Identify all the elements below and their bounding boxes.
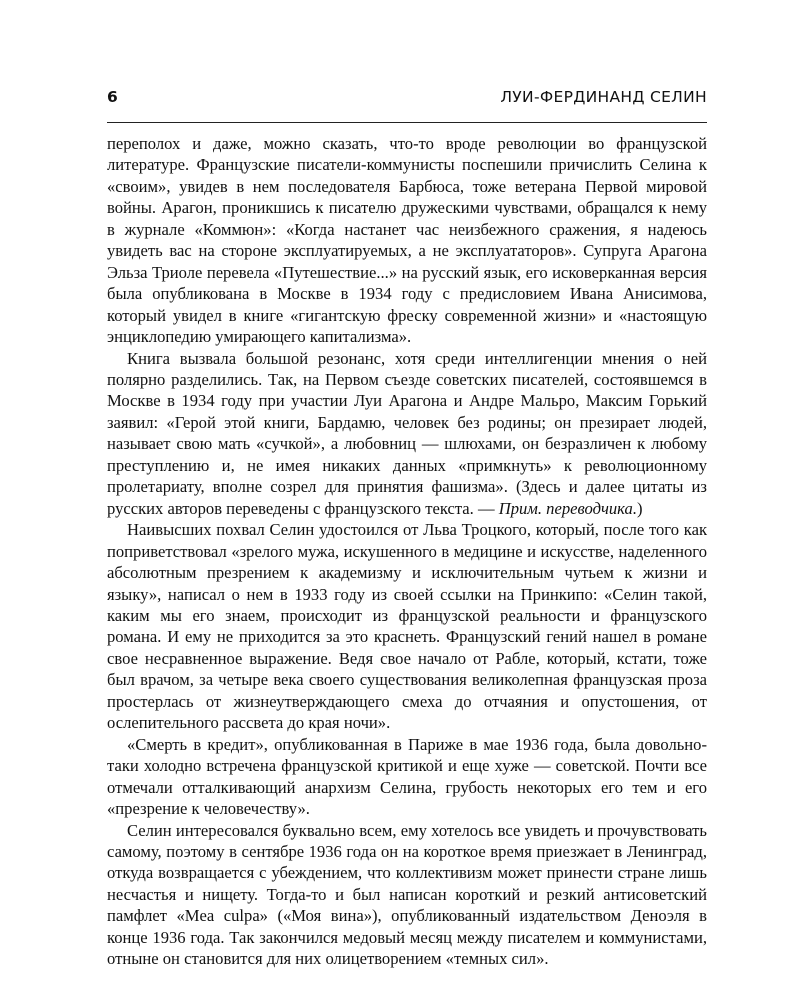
body-text xyxy=(107,133,707,970)
book-page xyxy=(107,88,707,970)
running-title: ЛУИ-ФЕРДИНАНД СЕЛИН xyxy=(500,88,707,106)
paragraph-2 xyxy=(107,348,707,520)
paragraph-2-closing: ) xyxy=(636,498,643,518)
page-number: 6 xyxy=(107,88,119,106)
translator-note: Прим. переводчика. xyxy=(498,498,637,518)
running-header xyxy=(107,88,707,123)
paragraph-3: Наивысших похвал Селин удостоился от Льва Троцкого, который, после того как поприветствовал «зрелого мужа, искушенного в медицине и искусстве, наделенного абсолютным презрением к академизму и исключительным чутьем к жизни и языку», написал о нем в 1933 году из своей ссылки на Принкипо: «Селин такой, каким мы его знаем, происходит из французской реальности и французского романа. И ему не приходится за это краснеть. Французский гений нашел в романе свое несравненное выражение. Ведя свое начало от Рабле, который, кстати, тоже был врачом, за четыре века своего существования великолепная французская проза простерлась от жизнеутверждающего смеха до отчаяния и опустошения, от ослепительного рассвета до края ночи». xyxy=(107,520,707,733)
paragraph-1: переполох и даже, можно сказать, что-то вроде революции во французской литературе. Французские писатели-коммунисты поспешили причислить Селина к «своим», увидев в нем последователя Барбюса, тоже ветерана Первой мировой войны. Арагон, проникшись к писателю дружескими чувствами, обращался к нему в журнале «Коммюн»: «Когда настанет час неизбежного сражения, я надеюсь увидеть вас на стороне эксплуатируемых, а не эксплуататоров». Супруга Арагона Эльза Триоле перевела «Путешествие...» на русский язык, его исковерканная версия была опубликована в Москве в 1934 году с предисловием Ивана Анисимова, который увидел в книге «гигантскую фреску современной жизни» и «настоящую энциклопедию умирающего капитализма». xyxy=(107,134,707,347)
paragraph-4: «Смерть в кредит», опубликованная в Париже в мае 1936 года, была довольно-таки холодно встречена французской критикой и еще хуже — советской. Почти все отмечали отталкивающий анархизм Селина, грубость некоторых его тем и его «презрение к человечеству». xyxy=(107,734,707,819)
paragraph-2-text: Книга вызвала большой резонанс, хотя среди интеллигенции мнения о ней полярно разделились. Так, на Первом съезде советских писателей, состоявшемся в Москве в 1934 году при участии Луи Арагона и Андре Мальро, Максим Горький заявил: «Герой этой книги, Бардамю, человек без родины; он презирает людей, называет свою мать «сучкой», а любовниц — шлюхами, он безразличен к любому преступлению и, не имея никаких данных «примкнуть» к революционному пролетариату, вполне созрел для принятия фашизма». (Здесь и далее цитаты из русских авторов переведены с французского текста. — xyxy=(107,348,707,518)
paragraph-5: Селин интересовался буквально всем, ему хотелось все увидеть и прочувствовать самому, поэтому в сентябре 1936 года он на короткое время приезжает в Ленинград, откуда возвращается с убеждением, что коллективизм может принести стране лишь несчастья и нищету. Тогда-то и был написан короткий и резкий антисоветский памфлет «Mea culpa» («Моя вина»), опубликованный издательством Деноэля в конце 1936 года. Так закончился медовый месяц между писателем и коммунистами, отныне он становится для них олицетворением «темных сил». xyxy=(107,820,707,969)
